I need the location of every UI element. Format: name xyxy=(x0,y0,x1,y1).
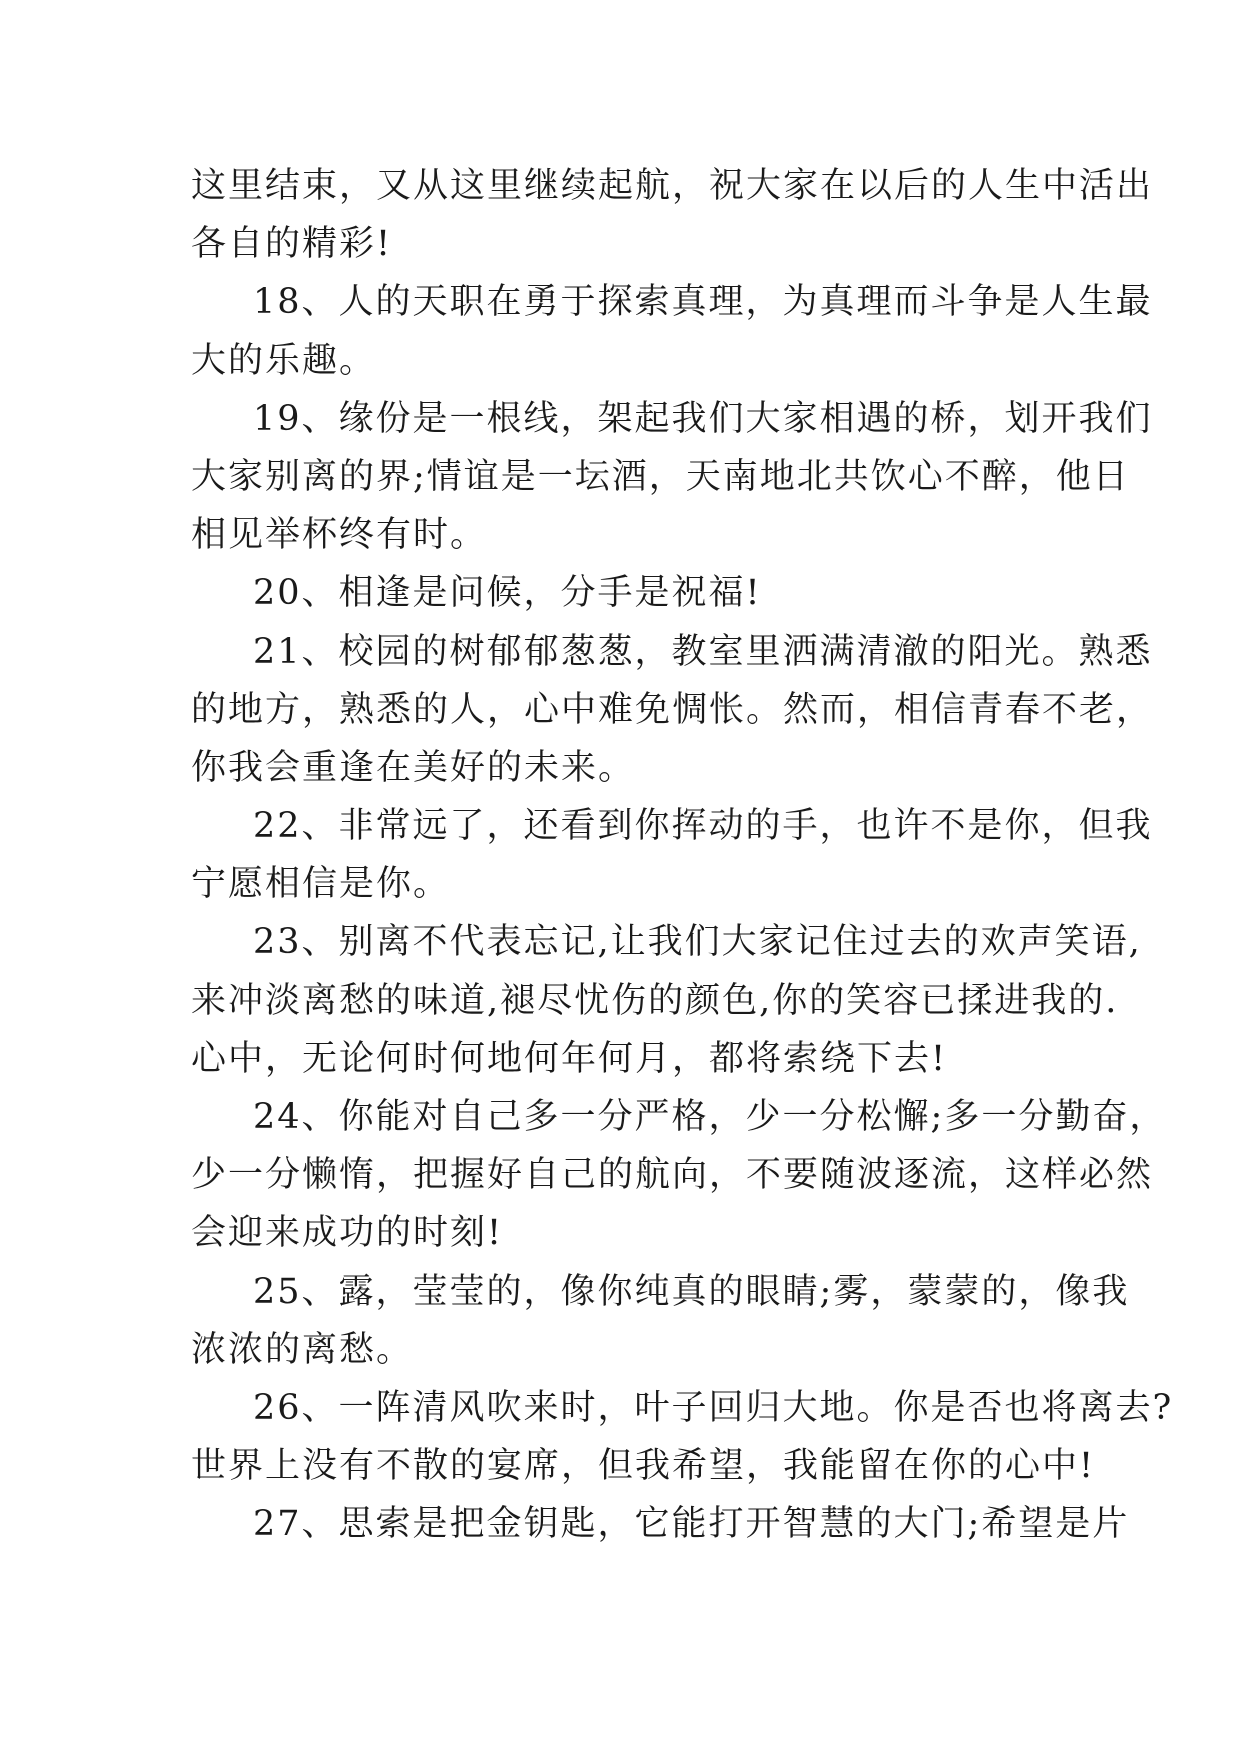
text-line: 你我会重逢在美好的未来。 xyxy=(191,747,636,788)
text-line: 26、一阵清风吹来时，叶子回归大地。你是否也将离去? xyxy=(253,1387,1174,1428)
text-line: 各自的精彩! xyxy=(191,224,393,265)
text-line: 宁愿相信是你。 xyxy=(191,864,451,905)
text-line: 会迎来成功的时刻! xyxy=(191,1213,504,1254)
text-line: 来冲淡离愁的味道,褪尽忧伤的颜色,你的笑容已揉进我的. xyxy=(191,980,1119,1021)
text-line: 大的乐趣。 xyxy=(191,340,377,381)
text-line: 27、思索是把金钥匙，它能打开智慧的大门;希望是片 xyxy=(253,1504,1130,1545)
text-line: 浓浓的离愁。 xyxy=(191,1329,414,1370)
text-line: 22、非常远了，还看到你挥动的手，也许不是你，但我 xyxy=(253,806,1153,847)
text-line: 大家别离的界;情谊是一坛酒，天南地北共饮心不醉，他日 xyxy=(191,456,1130,497)
text-line: 18、人的天职在勇于探索真理，为真理而斗争是人生最 xyxy=(253,282,1153,323)
text-line: 19、缘份是一根线，架起我们大家相遇的桥，划开我们 xyxy=(253,398,1153,439)
document-body xyxy=(191,157,1174,1554)
text-line: 相见举杯终有时。 xyxy=(191,515,488,556)
text-line: 的地方，熟悉的人，心中难免惆怅。然而，相信青春不老， xyxy=(191,689,1154,730)
text-line: 23、别离不代表忘记,让我们大家记住过去的欢声笑语, xyxy=(253,922,1142,963)
text-line: 24、你能对自己多一分严格，少一分松懈;多一分勤奋， xyxy=(253,1097,1167,1137)
text-line: 世界上没有不散的宴席，但我希望，我能留在你的心中! xyxy=(191,1446,1096,1487)
text-line: 21、校园的树郁郁葱葱，教室里洒满清澈的阳光。熟悉 xyxy=(253,631,1153,672)
text-line: 这里结束，又从这里继续起航，祝大家在以后的人生中活出 xyxy=(191,166,1154,206)
text-line: 20、相逢是问候，分手是祝福! xyxy=(253,573,762,614)
text-line: 25、露，莹莹的，像你纯真的眼睛;雾，蒙蒙的，像我 xyxy=(253,1271,1130,1312)
text-line: 心中，无论何时何地何年何月，都将索绕下去! xyxy=(191,1038,948,1079)
text-line: 少一分懒惰，把握好自己的航向，不要随波逐流，这样必然 xyxy=(191,1155,1154,1196)
